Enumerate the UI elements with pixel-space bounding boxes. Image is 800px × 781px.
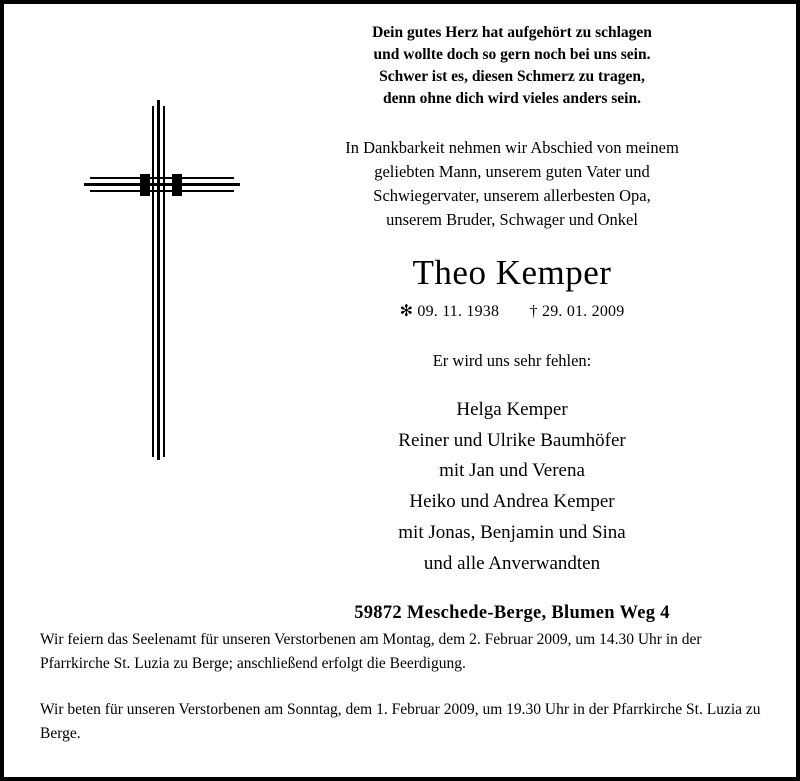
intro-line: geliebten Mann, unserem guten Vater und xyxy=(374,162,650,182)
family-member: Helga Kemper xyxy=(456,398,568,420)
death-date: 29. 01. 2009 xyxy=(542,302,625,320)
cross-icon xyxy=(82,100,242,465)
notice-inner xyxy=(4,4,796,777)
poem-line: denn ohne dich wird vieles anders sein. xyxy=(383,90,641,107)
notice-content xyxy=(252,14,772,624)
prayer-notice: Wir beten für unseren Verstorbenen am Sonntag, dem 1. Februar 2009, um 19.30 Uhr in der Pfarrkirche St. Luzia zu Berge. xyxy=(40,701,761,743)
intro-line: Schwiegervater, unserem allerbesten Opa, xyxy=(373,186,651,206)
intro-line: In Dankbarkeit nehmen wir Abschied von meinem xyxy=(345,138,679,157)
poem-line: Dein gutes Herz hat aufgehört zu schlagen xyxy=(372,24,652,41)
family-member: und alle Anverwandten xyxy=(423,552,601,574)
poem-line: und wollte doch so gern noch bei uns sein. xyxy=(373,46,651,63)
poem-line: Schwer ist es, diesen Schmerz zu tragen, xyxy=(379,68,645,85)
life-dates xyxy=(252,301,772,321)
family-member: mit Jonas, Benjamin und Sina xyxy=(398,521,626,543)
service-notice: Wir feiern das Seelenamt für unseren Verstorbenen am Montag, dem 2. Februar 2009, um 14.30 Uhr in der Pfarrkirche St. Luzia zu Berge; anschließend erfolgt die Beerdigung. xyxy=(40,631,702,673)
missing-line: Er wird uns sehr fehlen: xyxy=(432,350,592,370)
family-block xyxy=(252,395,772,580)
footer-notices xyxy=(40,628,764,746)
death-symbol-icon: † xyxy=(529,302,538,320)
poem-block xyxy=(252,22,772,110)
birth-date: 09. 11. 1938 xyxy=(417,302,500,320)
deceased-name: Theo Kemper xyxy=(412,253,612,293)
family-member: mit Jan und Verena xyxy=(439,460,585,482)
family-member: Heiko und Andrea Kemper xyxy=(409,491,615,513)
address-line: 59872 Meschede-Berge, Blumen Weg 4 xyxy=(354,603,670,624)
birth-symbol-icon: ✻ xyxy=(399,302,414,320)
intro-line: unserem Bruder, Schwager und Onkel xyxy=(386,210,638,230)
family-member: Reiner und Ulrike Baumhöfer xyxy=(398,429,626,451)
intro-block xyxy=(252,136,772,232)
